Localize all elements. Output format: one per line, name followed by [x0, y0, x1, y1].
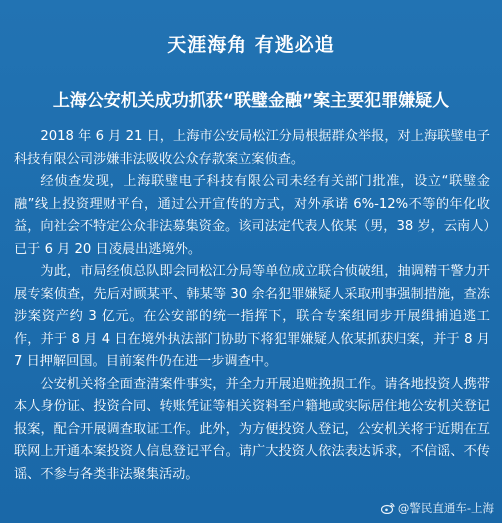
- subtitle: 上海公安机关成功抓获“联璧金融”案主要犯罪嫌疑人: [52, 91, 450, 111]
- paragraph-1: 2018 年 6 月 21 日，上海市公安局松江分局根据群众举报，对上海联璧电子科技有限公司涉嫌非法吸收公众存款案立案侦查。: [14, 129, 490, 167]
- watermark: [381, 500, 494, 516]
- headline: 天涯海角 有逃必追: [167, 34, 335, 56]
- paragraph-4: 公安机关将全面查清案件事实，并全力开展追赃挽损工作。请各地投资人携带本人身份证、投资合同、转账凭证等相关资料至户籍地或实际居住地公安机关登记报案，配合开展调查取证工作。此外，为方便投资人登记，公安机关将于近期在互联网上开通本案投资人信息登记平台。请广大投资人依法表达诉求，不信谣、不传谣、不参与各类非法聚集活动。: [14, 376, 490, 482]
- notice-body: [14, 126, 490, 486]
- paragraph-2: 经侦查发现，上海联璧电子科技有限公司未经有关部门批准，设立“联璧金融”线上投资理财平台，通过公开宣传的方式，对外承诺 6%-12%不等的年化收益，向社会不特定公众非法募集资金。该司法定代表人依某（男，38 岁，云南人）已于 6 月 20 日凌晨出逃境外。: [14, 174, 490, 257]
- watermark-text: @警民直通车-上海: [397, 501, 494, 515]
- weibo-icon: [381, 502, 395, 514]
- paragraph-3: 为此，市局经侦总队即会同松江分局等单位成立联合侦破组，抽调精干警力开展专案侦查，先后对顾某平、韩某等 30 余名犯罪嫌疑人采取刑事强制措施，查冻涉案资产约 3 亿元。在公安部的统一指挥下，联合专案组同步开展缉捕追逃工作，并于 8 月 4 日在境外执法部门协助下将犯罪嫌疑人依某抓获归案，并于 8 月 7 日押解回国。目前案件仍在进一步调查中。: [14, 264, 490, 369]
